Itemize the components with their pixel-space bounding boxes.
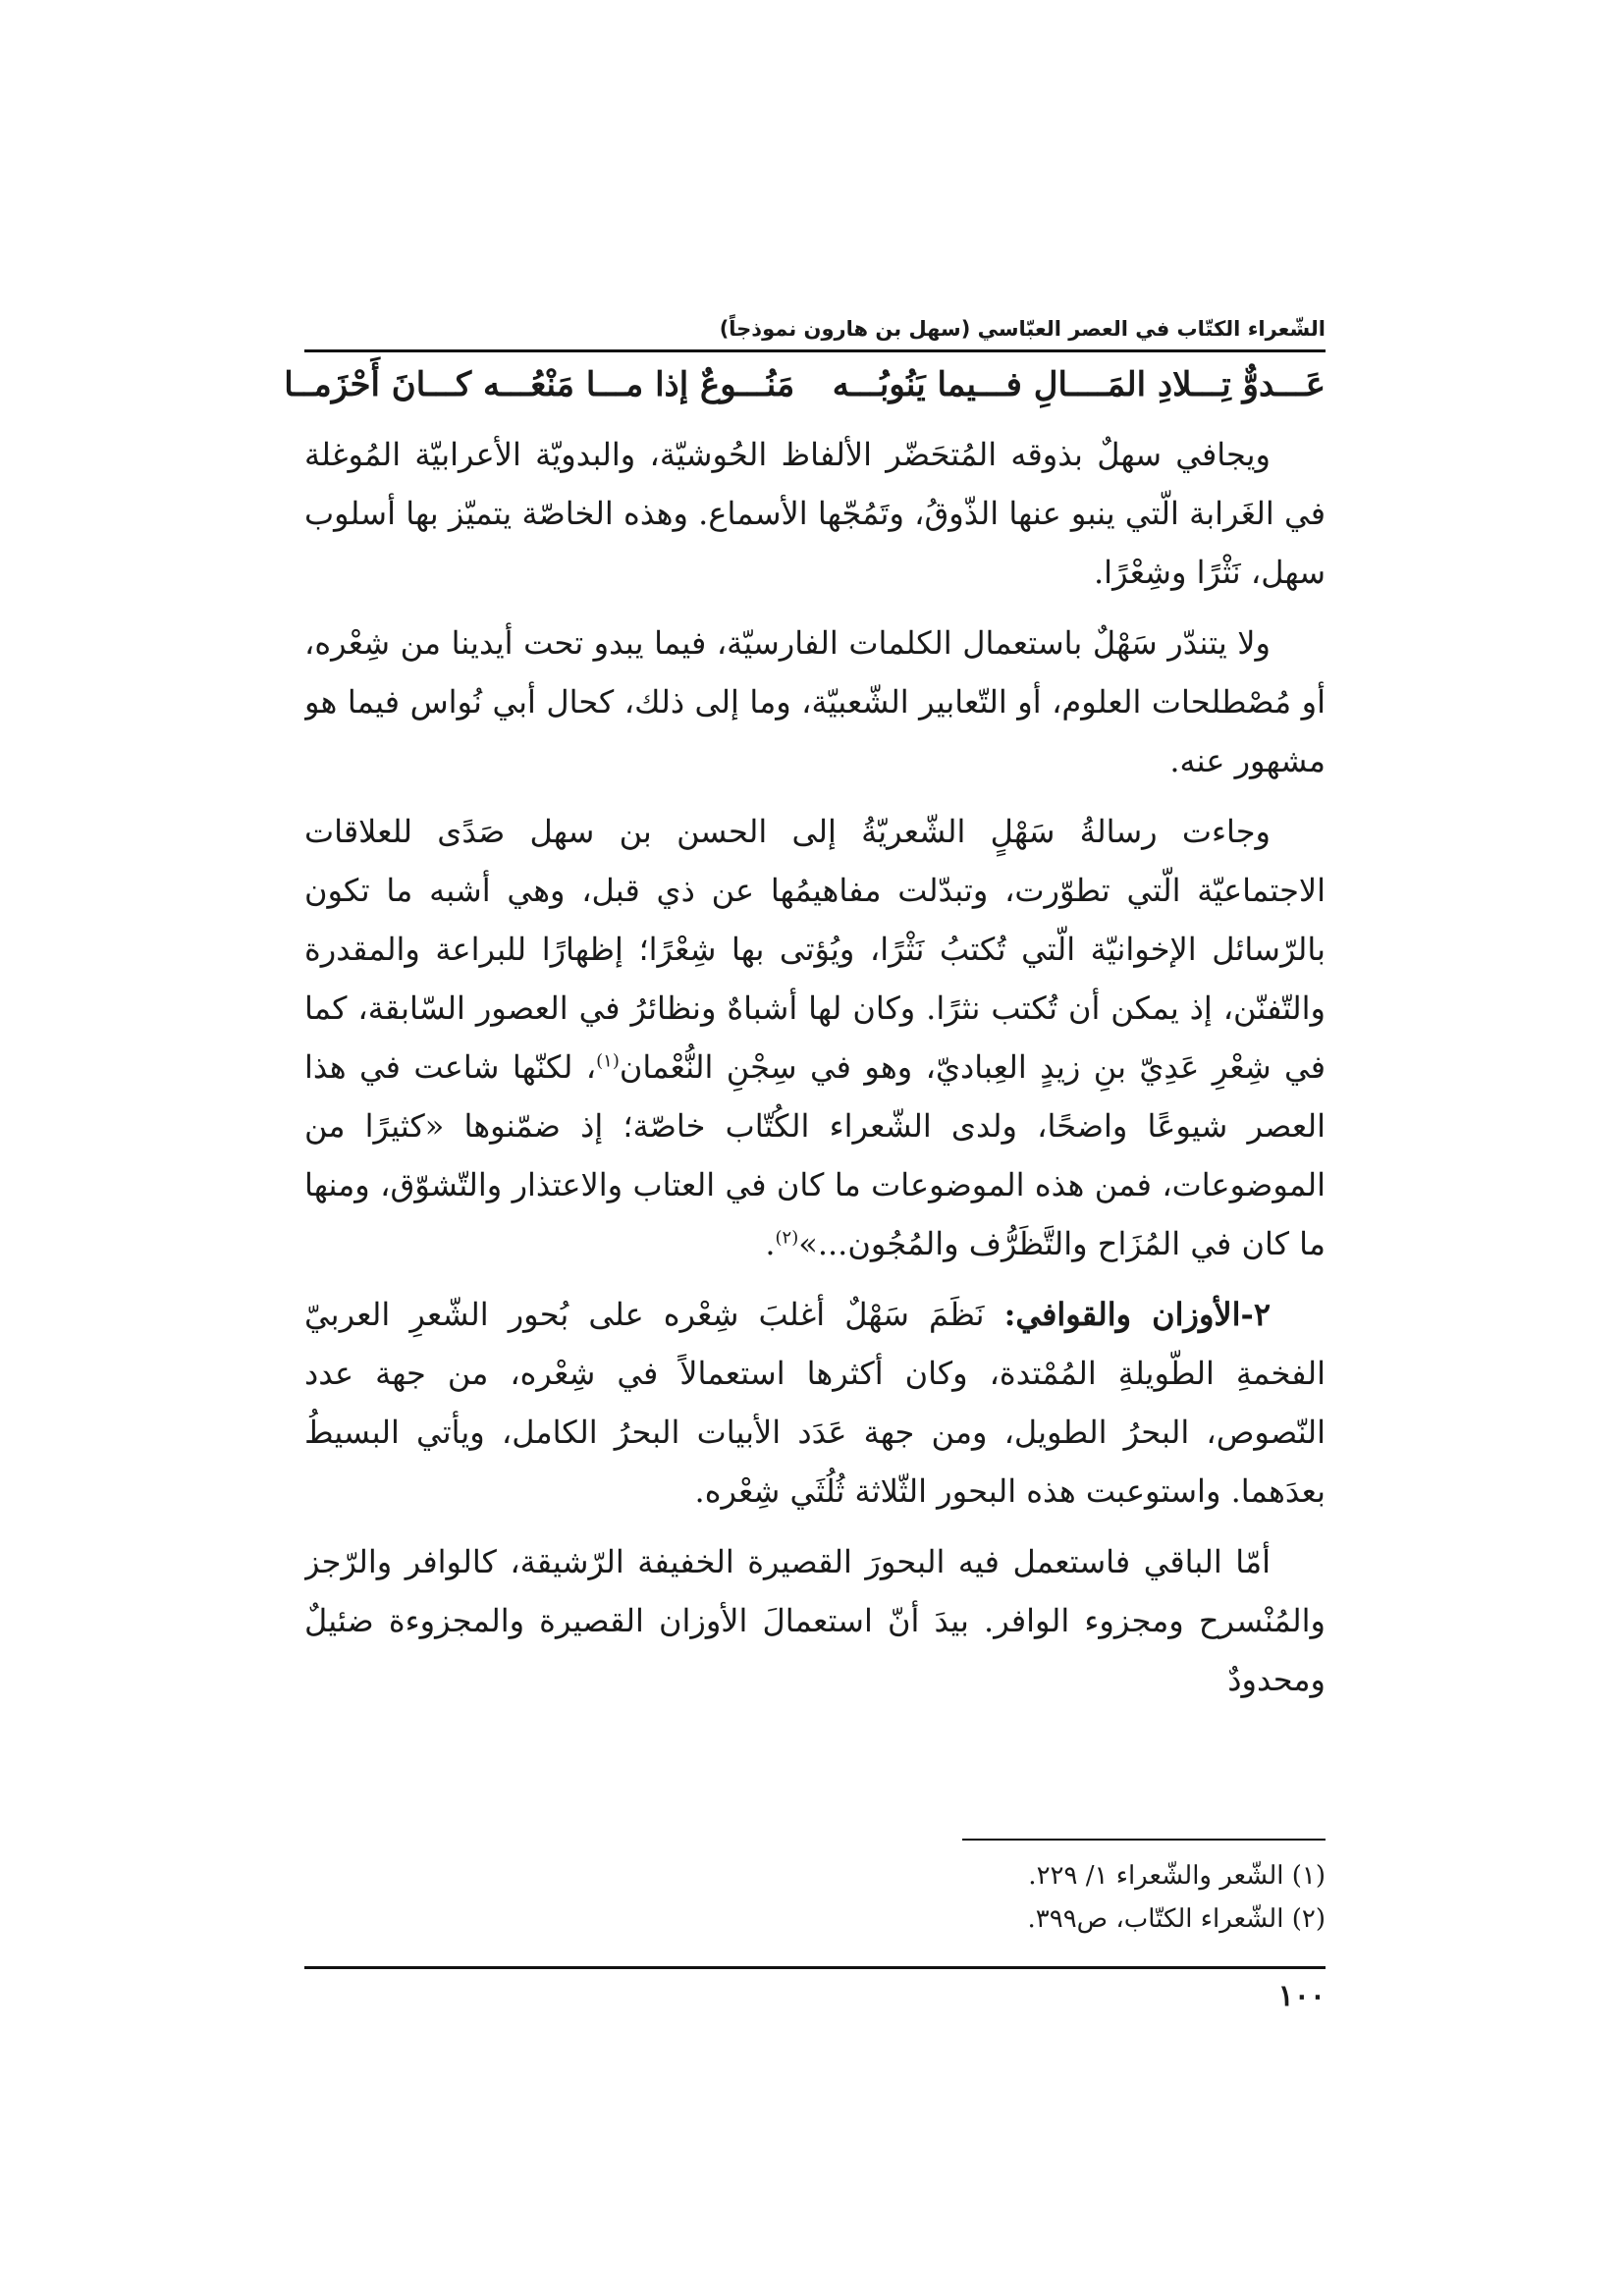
section-heading-meters: ٢-الأوزان والقوافي: [1003,1296,1272,1333]
paragraph-2: ولا يتندّر سَهْلٌ باستعمال الكلمات الفارسيّة، فيما يبدو تحت أيدينا من شِعْره، أو مُصْطلحات العلوم، أو التّعابير الشّعبيّة، وما إلى ذلك، كحال أبي نُواس فيما هو مشهور عنه. [304,624,1326,779]
footnote-ref-1: (١) [596,1050,620,1072]
footer-rule [304,1966,1326,1969]
paragraph-5: أمّا الباقي فاستعمل فيه البحورَ القصيرة الخفيفة الرّشيقة، كالوافر والرّجز والمُنْسرح ومجزوء الوافر. بيدَ أنّ استعمالَ الأوزان القصيرة والمجزوءة ضئيلٌ ومحدودٌ [304,1543,1326,1698]
running-title: الشّعراء الكتّاب في العصر العبّاسي (سهل بن هارون نموذجاً) [719,317,1326,341]
footnote-ref-2: (٢) [775,1227,799,1249]
verse-hemistich-left: مَنُـــوعٌ إذا مـــا مَنْعُـــه كـــانَ أَحْزَمــا [284,365,795,404]
paragraph-4-text: نَظَمَ سَهْلٌ أغلبَ شِعْره على بُحور الشّعرِ العربيّ الفخمةِ الطّويلةِ المُمْتدة، وكان أكثرها استعمالاً في شِعْره، من جهة عدد النّصوص، البحرُ الطويل، ومن جهة عَدَد الأبيات البحرُ الكامل، ويأتي البسيطُ بعدَهما. واستوعبت هذه البحور الثّلاثة ثُلُثَي شِعْره. [304,1296,1326,1510]
page-number: ١٠٠ [1277,1979,1326,2013]
footnotes [304,1854,1326,1941]
footnote-rule [962,1839,1326,1841]
verse-line [284,356,1326,413]
footnote-2: (٢) الشّعراء الكتّاب، ص٣٩٩. [1027,1904,1326,1934]
footnote-1: (١) الشّعر والشّعراء ١/ ٢٢٩. [1028,1861,1326,1891]
paragraph-3-part-c: . [765,1225,776,1262]
body-text [304,425,1326,1839]
paragraph-4 [304,1285,1326,1521]
paragraph-3-part-b: ، لكنّها شاعت في هذا العصر شيوعًا واضحًا، ولدى الشّعراء الكُتّاب خاصّة؛ إذ ضمّنوها «كثيرًا من الموضوعات، فمن هذه الموضوعات ما كان في العتاب والاعتذار والتّشوّق، ومنها ما كان في المُزَاح والتَّظَرُّف والمُجُون...» [304,1048,1326,1262]
paragraph-3-part-a: وجاءت رسالةُ سَهْلٍ الشّعريّةُ إلى الحسن بن سهل صَدًى للعلاقات الاجتماعيّة الّتي تطوّرت، وتبدّلت مفاهيمُها عن ذي قبل، وهي أشبه ما تكون بالرّسائل الإخوانيّة الّتي تُكتبُ نَثْرًا، ويُؤتى بها شِعْرًا؛ إظهارًا للبراعة والمقدرة والتّفنّن، إذ يمكن أن تُكتب نثرًا. وكان لها أشباهٌ ونظائرُ في العصور السّابقة، كما في شِعْرِ عَدِيّ بنِ زيدٍ العِباديّ، وهو في سِجْنِ النُّعْمان [304,813,1326,1086]
paragraph-3 [304,802,1326,1273]
paragraph-1: ويجافي سهلٌ بذوقه المُتحَضّر الألفاظ الحُوشيّة، والبدويّة الأعرابيّة المُوغلة في الغَرابة الّتي ينبو عنها الذّوقُ، وتَمُجّها الأسماع. وهذه الخاصّة يتميّز بها أسلوب سهل، نَثْرًا وشِعْرًا. [304,436,1326,591]
verse-hemistich-right: عَـــدوٌّ تِـــلادِ المَــــالِ فـــيما يَنُوبُـــه [832,365,1326,404]
book-page [284,314,1326,2016]
header-rule [304,349,1326,352]
